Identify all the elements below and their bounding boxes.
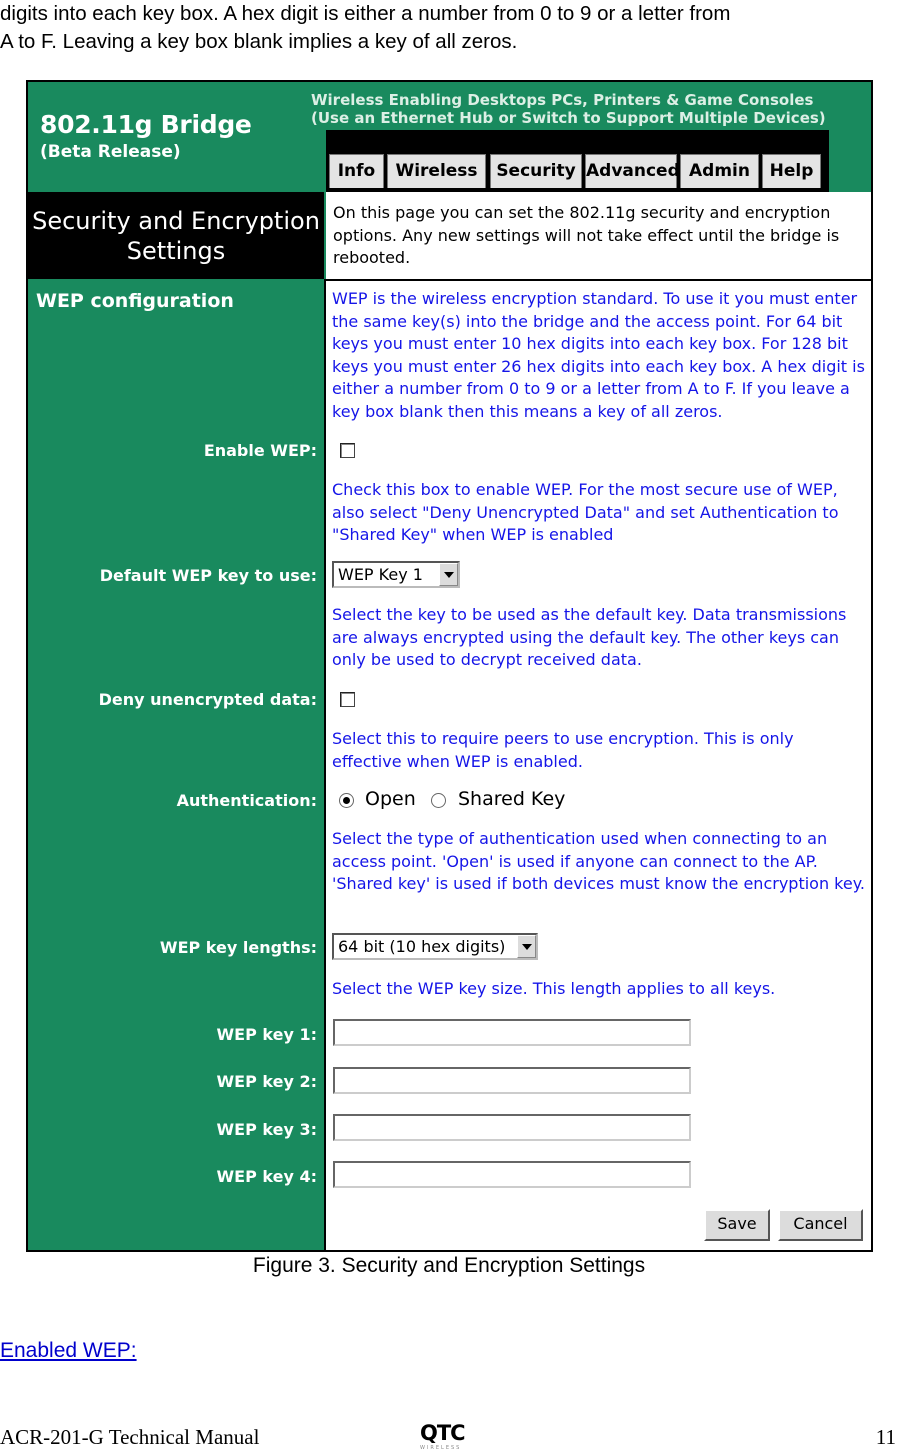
page-title-line-2: Settings (126, 237, 226, 265)
deny-unencrypted-help: Select this to require peers to use encryption. This is only effective when WEP is enabled. (332, 729, 794, 771)
key-length-label: WEP key lengths: (159, 938, 317, 957)
tab-advanced[interactable]: Advanced (585, 154, 677, 188)
dropdown-arrow-icon[interactable] (439, 563, 458, 586)
wep-key-4-input[interactable] (333, 1161, 691, 1188)
default-key-help: Select the key to be used as the default key. Data transmissions are always encrypted using the default key. The other keys can only be used to decrypt received data. (332, 605, 847, 669)
tagline-line-1: Wireless Enabling Desktops PCs, Printers & Game Consoles (311, 91, 814, 109)
tab-admin[interactable]: Admin (680, 154, 759, 188)
company-logo (420, 1421, 482, 1451)
cancel-button[interactable]: Cancel (778, 1209, 863, 1241)
key-length-select[interactable] (332, 933, 538, 960)
product-title: 802.11g Bridge (40, 110, 252, 139)
key-length-value: 64 bit (10 hex digits) (338, 937, 506, 956)
auth-shared-radio[interactable] (431, 793, 446, 808)
footer-manual-title: ACR-201-G Technical Manual (0, 1425, 260, 1449)
tab-help[interactable]: Help (762, 154, 821, 188)
enable-wep-help: Check this box to enable WEP. For the most secure use of WEP, also select "Deny Unencrypted Data" and set Authentication to "Shared Key" when WEP is enabled (332, 480, 839, 544)
wep-key-3-label: WEP key 3: (216, 1120, 317, 1139)
wep-key-3-input[interactable] (333, 1114, 691, 1141)
tab-security[interactable]: Security (490, 154, 582, 188)
logo-subtext: WIRELESS (420, 1445, 462, 1451)
logo-text: QTC (420, 1421, 465, 1445)
page-title-line-1: Security and Encryption (32, 207, 320, 235)
default-key-label: Default WEP key to use: (99, 566, 317, 585)
deny-unencrypted-checkbox[interactable] (340, 692, 355, 707)
enable-wep-label: Enable WEP: (203, 441, 317, 460)
page-title (28, 192, 324, 279)
auth-open-label: Open (365, 788, 416, 810)
intro-line-2: A to F. Leaving a key box blank implies a key of all zeros. (0, 30, 518, 53)
key-length-help: Select the WEP key size. This length applies to all keys. (332, 979, 776, 998)
tab-wireless[interactable]: Wireless (387, 154, 486, 188)
tagline (311, 91, 826, 127)
auth-open-radio[interactable] (339, 793, 354, 808)
tagline-line-2: (Use an Ethernet Hub or Switch to Support Multiple Devices) (311, 109, 826, 127)
wep-key-1-input[interactable] (333, 1019, 691, 1046)
save-button[interactable]: Save (704, 1209, 770, 1241)
authentication-help: Select the type of authentication used when connecting to an access point. 'Open' is used if anyone can connect to the AP. 'Shared key' is used if both devices must know the encryption key. (332, 829, 865, 893)
wep-key-2-label: WEP key 2: (216, 1072, 317, 1091)
page-number: 11 (875, 1425, 896, 1449)
wep-key-2-input[interactable] (333, 1067, 691, 1094)
app-header (28, 82, 871, 192)
auth-shared-label: Shared Key (458, 788, 566, 810)
label-column (28, 279, 324, 1252)
section-title-wep: WEP configuration (36, 290, 234, 312)
wep-key-1-label: WEP key 1: (216, 1025, 317, 1044)
authentication-label: Authentication: (176, 791, 317, 810)
settings-screenshot (26, 80, 873, 1252)
wep-section-help: WEP is the wireless encryption standard. To use it you must enter the same key(s) into the bridge and the access point. For 64 bit keys you must enter 10 hex digits into each key box. For 128 bit keys you must enter 26 hex digits into each key box. A hex digit is either a number from 0 to 9 or a letter from A to F. If you leave a key box blank then this means a key of all zeros. (332, 289, 865, 421)
intro-line-1: digits into each key box. A hex digit is either a number from 0 to 9 or a letter from (0, 2, 731, 25)
tab-info[interactable]: Info (329, 154, 384, 188)
page-intro: On this page you can set the 802.11g security and encryption options. Any new settings will not take effect until the bridge is rebooted. (326, 192, 871, 279)
deny-unencrypted-label: Deny unencrypted data: (98, 690, 317, 709)
default-key-select[interactable] (332, 561, 460, 588)
wep-key-4-label: WEP key 4: (216, 1167, 317, 1186)
intro-paragraph (0, 0, 898, 56)
product-subtitle: (Beta Release) (40, 142, 181, 162)
section-heading-enabled-wep: Enabled WEP: (0, 1339, 137, 1362)
enable-wep-checkbox[interactable] (340, 443, 355, 458)
figure-caption: Figure 3. Security and Encryption Settings (252, 1254, 646, 1277)
default-key-value: WEP Key 1 (338, 565, 423, 584)
dropdown-arrow-icon[interactable] (517, 935, 536, 958)
